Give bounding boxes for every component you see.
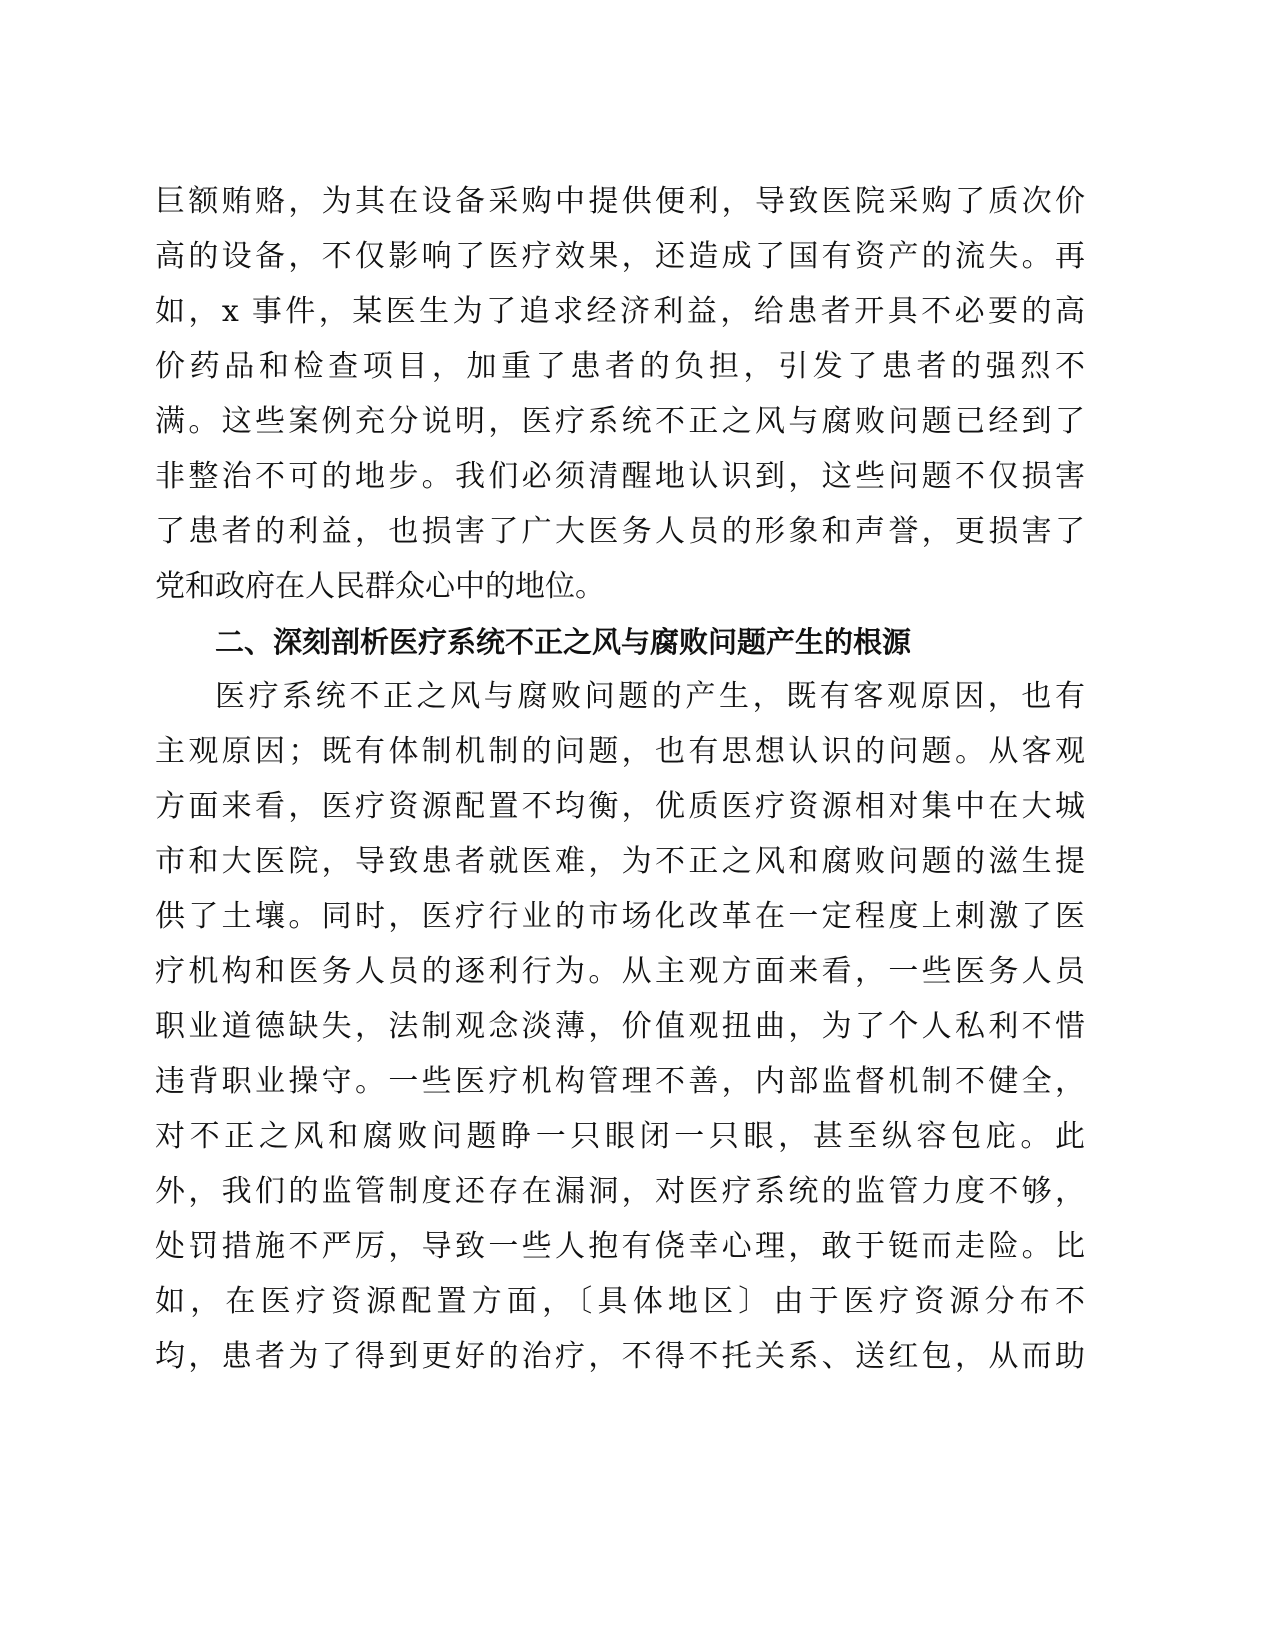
section-heading: 二、深刻剖析医疗系统不正之风与腐败问题产生的根源 [215,625,912,659]
paragraph-line: 均，患者为了得到更好的治疗，不得不托关系、送红包，从而助 [155,1339,1085,1374]
paragraph-line: 方面来看，医疗资源配置不均衡，优质医疗资源相对集中在大城 [155,789,1085,824]
paragraph-line: 高的设备，不仅影响了医疗效果，还造成了国有资产的流失。再 [155,239,1085,274]
paragraph-line: 党和政府在人民群众心中的地位。 [155,569,605,604]
paragraph-line: 市和大医院，导致患者就医难，为不正之风和腐败问题的滋生提 [155,844,1085,879]
paragraph-line: 巨额贿赂，为其在设备采购中提供便利，导致医院采购了质次价 [155,184,1085,219]
paragraph-line: 对不正之风和腐败问题睁一只眼闭一只眼，甚至纵容包庇。此 [155,1119,1085,1154]
paragraph-line: 职业道德缺失，法制观念淡薄，价值观扭曲，为了个人私利不惜 [155,1009,1085,1044]
paragraph-line: 非整治不可的地步。我们必须清醒地认识到，这些问题不仅损害 [155,459,1085,494]
paragraph-line: 如，x 事件，某医生为了追求经济利益，给患者开具不必要的高 [155,294,1085,329]
paragraph-line: 满。这些案例充分说明，医疗系统不正之风与腐败问题已经到了 [155,404,1085,439]
paragraph-line: 外，我们的监管制度还存在漏洞，对医疗系统的监管力度不够， [155,1174,1085,1209]
paragraph-line: 违背职业操守。一些医疗机构管理不善，内部监督机制不健全， [155,1064,1085,1099]
paragraph-line: 如，在医疗资源配置方面，〔具体地区〕由于医疗资源分布不 [155,1284,1085,1319]
paragraph-line: 疗机构和医务人员的逐利行为。从主观方面来看，一些医务人员 [155,954,1085,989]
paragraph-line: 主观原因；既有体制机制的问题，也有思想认识的问题。从客观 [155,734,1085,769]
paragraph-line: 了患者的利益，也损害了广大医务人员的形象和声誉，更损害了 [155,514,1085,549]
paragraph-line: 供了土壤。同时，医疗行业的市场化改革在一定程度上刺激了医 [155,899,1085,934]
paragraph-line: 医疗系统不正之风与腐败问题的产生，既有客观原因，也有 [215,679,1085,714]
paragraph-line: 处罚措施不严厉，导致一些人抱有侥幸心理，敢于铤而走险。比 [155,1229,1085,1264]
paragraph-line: 价药品和检查项目，加重了患者的负担，引发了患者的强烈不 [155,349,1085,384]
